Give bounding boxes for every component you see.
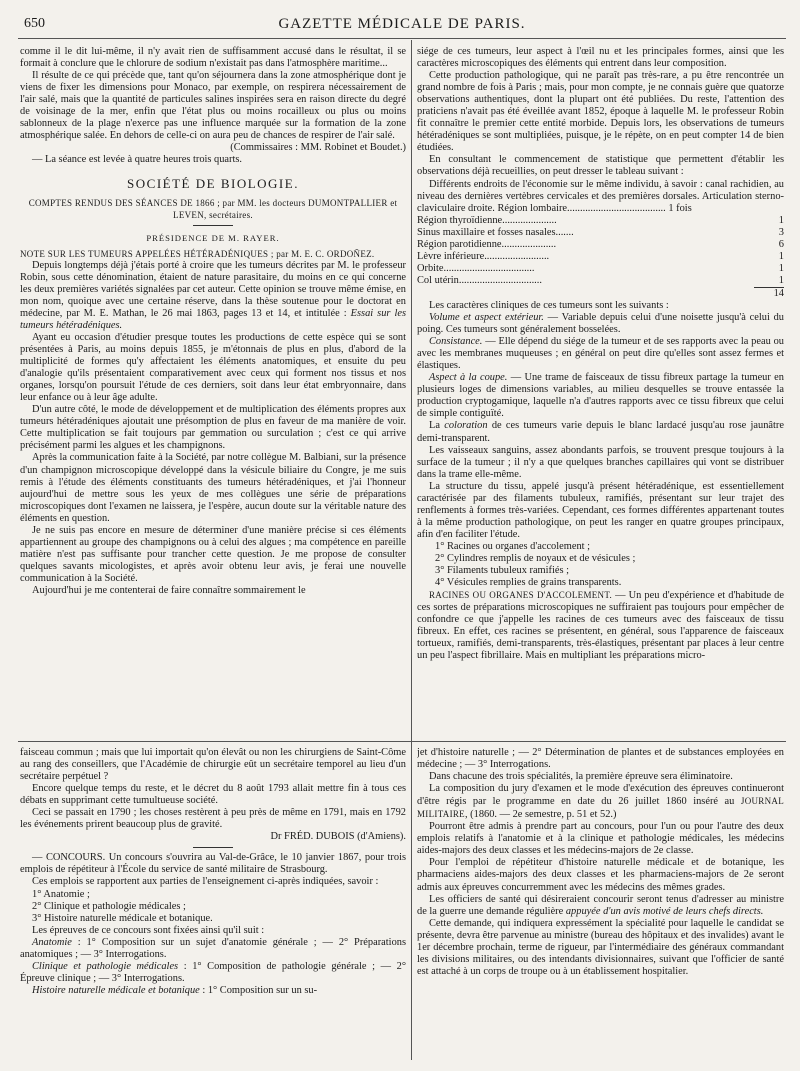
paragraph: faisceau commun ; mais que lui importait qu'on élevât ou non les chirurgiens de Saint-Côme au rang des conseillers, que l'Académie de chirurgie eût un secrétaire temporel au lieu d'un secrétaire perpétuel ?: [20, 747, 406, 783]
text: — Variable depuis celui d'une noisette jusqu'à celui du poing. Ces tumeurs sont généralement bosselées.: [417, 312, 784, 336]
statistics-label: Lèvre inférieure.........................: [417, 250, 550, 262]
count: 1 fois: [668, 202, 692, 214]
list-item: 3° Histoire naturelle médicale et botanique.: [32, 912, 213, 924]
right-column-bottom: [417, 747, 784, 1065]
term: Volume et aspect extérieur.: [429, 312, 544, 324]
paragraph: [20, 961, 406, 985]
paragraph: [417, 312, 784, 336]
list-item: 2° Cylindres remplis de noyaux et de vésicules ;: [435, 552, 636, 564]
emphasis: appuyée d'un avis motivé de leurs chefs directs.: [565, 905, 764, 917]
text: : 1° Composition de pathologie générale ; — 2° Épreuve clinique ; — 3° Interrogations.: [20, 960, 406, 984]
paragraph: [417, 783, 784, 821]
thesis-title: Essai sur les tumeurs hétéradéniques.: [20, 307, 406, 331]
divider: [193, 225, 233, 226]
term: Histoire naturelle médicale et botanique: [32, 984, 200, 996]
list-item: 1° Anatomie ;: [32, 888, 90, 900]
statistics-count: 3: [778, 226, 784, 238]
statistics-count: 1: [778, 214, 784, 226]
paragraph: [417, 589, 784, 662]
paragraph: Encore quelque temps du reste, et le décret du 8 août 1793 allait mettre fin à tous ces débats en supprimant cette tumultueuse société.: [20, 783, 406, 807]
statistics-label: Région parotidienne.....................: [417, 238, 557, 250]
statistics-row: [417, 275, 784, 287]
signature: Dr FRÉD. DUBOIS (d'Amiens).: [270, 831, 406, 843]
right-column-top: [417, 46, 784, 740]
paragraph: jet d'histoire naturelle ; — 2° Détermination de plantes et de substances employées en médecine ; — 3° Interrogations.: [417, 747, 784, 771]
page-header: [18, 14, 786, 39]
presidence: PRÉSIDENCE DE M. RAYER.: [146, 232, 280, 243]
statistics-label: Sinus maxillaire et fosses nasales.......: [417, 226, 574, 238]
column-divider: [411, 40, 412, 1060]
statistics-label: Région thyroïdienne.....................: [417, 214, 557, 226]
paragraph: Pour l'emploi de répétiteur d'histoire naturelle médicale et de botanique, les pharmaciens aides-majors des deux classes et les pharmaciens-majors de 2e seront admis aux épreuves concurremment avec les médecins des mêmes grades.: [417, 857, 784, 893]
paragraph: En consultant le commencement de statistique que permettent d'établir les observations déjà recueillies, on peut dresser le tableau suivant :: [417, 154, 784, 178]
paragraph: [417, 336, 784, 372]
comptes-rendus: COMPTES RENDUS DES SÉANCES DE 1866 ; par MM. les docteurs DUMONTPALLIER et LEVEN, secrétaires.: [28, 197, 398, 220]
paragraph: Pourront être admis à prendre part au concours, pour l'un ou pour l'autre des deux emplois relatifs à l'anatomie et à la clinique et pathologie médicales, les médecins aides-majors des deux classes et les médecins-majors de 2e classe.: [417, 821, 784, 857]
paragraph: siége de ces tumeurs, leur aspect à l'œil nu et les principales formes, ainsi que les caractères microscopiques des éléments qui entrent dans leur composition.: [417, 46, 784, 70]
paragraph: Après la communication faite à la Société, par notre collègue M. Balbiani, sur la présence d'un champignon microscopique développé dans la vésicule biliaire du Congre, je me suis remis à l'étude des éléments constituants des tumeurs hétéradéniques, et j'ai l'honneur aujourd'hui de mettre sous les yeux de mes collègues une série de préparations microscopiques dont l'examen ne laissera, je l'espère, aucun doute sur la véritable nature des éléments en question.: [20, 452, 406, 524]
paragraph: Les épreuves de ce concours sont fixées ainsi qu'il suit :: [32, 924, 265, 936]
statistics-row: [417, 215, 784, 227]
list-item: 1° Racines ou organes d'accolement ;: [435, 540, 591, 552]
paragraph: Il résulte de ce qui précède que, tant qu'on séjournera dans la zone atmosphérique dont je viens de fixer les dimensions pour Monaco, par exemple, on respirera nécessairement de l'air salé, mais que la quantité de particules salines inspirées sera en raison directe du degré de voisinage de la mer, enfin que l'état plus ou moins rocailleux ou plus ou moins sablonneux de la plage n'exerce pas une influence marquée sur la formation de la zone atmosphérique salée. En dehors de celle-ci on aura peu de chances de respirer de l'air salé.: [20, 70, 406, 142]
paragraph: Les vaisseaux sanguins, assez abondants parfois, se trouvent presque toujours à la surface de la tumeur ; il n'y a que quelques branches capillaires qui vont se distribuer dans la trame elle-même.: [417, 444, 784, 480]
term: Anatomie: [32, 936, 72, 948]
statistics-count: 6: [778, 238, 784, 250]
paragraph: [417, 372, 784, 420]
term: Consistance.: [429, 336, 483, 348]
paragraph: comme il le dit lui-même, il n'y avait rien de suffisamment accusé dans le résultat, il se formait à conclure que le chlorure de sodium n'existait pas dans l'atmosphère maritime...: [20, 46, 406, 70]
commissaires: (Commissaires : MM. Robinet et Boudet.): [230, 142, 406, 154]
paragraph: [417, 894, 784, 918]
text: : 1° Composition sur un su-: [199, 984, 318, 996]
statistics-table: [417, 215, 784, 287]
text: , (1860. — 2e semestre, p. 51 et 52.): [464, 809, 617, 821]
list-item: 4° Vésicules remplies de grains transparents.: [435, 577, 622, 589]
statistics-count: 1: [778, 262, 784, 274]
paragraph: [417, 420, 784, 444]
text: La: [429, 420, 445, 432]
note-title: NOTE SUR LES TUMEURS APPELÉES HÉTÉRADÉNIQUES ; par M. E. C. ORDOÑEZ.: [20, 248, 375, 259]
paragraph: Ayant eu occasion d'étudier presque toutes les productions de cette espèce qui se sont présentées à Paris, au moins depuis 1855, je m'étonnais de plus en plus, d'abord de la multiplicité de formes qu'y affectaient les éléments anatomiques, et ensuite du peu d'analogie qu'ils présentaient comparativement avec ceux qui forment nos tissus et nos organes, lorsqu'on poursuit l'étude de ces derniers, soit dans leur état embryonnaire, dans leur enfance ou à leur âge adulte.: [20, 331, 406, 404]
text: — Elle dépend du siége de la tumeur et de ses rapports avec la peau ou avec les membranes muqueuses ; en général on peut dire qu'elles sont assez fermes et élastiques.: [417, 336, 784, 372]
statistics-row: [417, 263, 784, 275]
journal-name: JOURNAL MILITAIRE: [417, 796, 784, 820]
paragraph: Cette demande, qui indiquera expressément la spécialité pour laquelle le candidat se présente, devra être parvenue au ministre (bureau des hôpitaux et des invalides) avant le 1er décembre prochain, terme de rigueur, par l'intermédiaire des généraux commandant les divisions militaires, ou des intendants divisionnaires, suivant que l'officier de santé est attaché à un corps de troupe ou à un établissement hospitalier.: [417, 917, 784, 977]
groups-list: [417, 541, 784, 589]
paragraph: Ceci se passait en 1790 ; les choses restèrent à peu près de même en 1791, mais en 1792 les événements prirent beaucoup plus de gravité.: [20, 807, 406, 831]
paragraph: [20, 260, 406, 332]
statistics-row: [417, 239, 784, 251]
text: — Un peu d'expérience et d'habitude de ces sortes de préparations microscopiques ne suffiraient pas toujours pour empêcher de confondre ce que j'appelle les racines de ces tumeurs avec des faisceaux de tissu fibreux. En effet, ces racines se présentent, en général, sous l'apparence de faisceaux tortueux, ramifiés, demi-transparents, très-élastiques, présentant par places à leur centre un peu l'aspect fibrillaire. Mais en multipliant les préparations micro-: [417, 590, 784, 662]
divider: [193, 847, 233, 848]
paragraph: [20, 985, 406, 997]
left-column-top: [20, 46, 406, 740]
statistics-total: 14: [754, 287, 784, 300]
term: RACINES OU ORGANES D'ACCOLEMENT.: [429, 590, 613, 601]
statistics-row: [417, 251, 784, 263]
paragraph: Ces emplois se rapportent aux parties de l'enseignement ci-après indiquées, savoir :: [32, 876, 379, 888]
statistics-label: Orbite...................................: [417, 262, 535, 274]
paragraph: D'un autre côté, le mode de développement et de multiplication des éléments propres aux tumeurs hétéradéniques ajoutait une présomption de plus en faveur de ma manière de voir. Cette multiplication se fait toujours par gemmation ou surculation ; c'est ce qui arrive précisément parmi les algues et les champignons.: [20, 404, 406, 452]
paragraph: La structure du tissu, appelé jusqu'à présent hétéradénique, est essentiellement caractérisée par des filaments tubuleux, ramifiés, présentant sur leur trajet des renflements à formes très-variées. Cependant, ces formes différentes appartenant toutes à la même production pathologique, on peut les ranger en quatre groupes principaux, afin d'en faciliter l'étude.: [417, 480, 784, 540]
statistics-label: Col utérin................................: [417, 274, 542, 286]
closing-line: — La séance est levée à quatre heures trois quarts.: [32, 154, 243, 166]
statistics-row: [417, 227, 784, 239]
list-item: 3° Filaments tubuleux ramifiés ;: [435, 565, 570, 577]
text: La composition du jury d'examen et le mode d'exécution des épreuves continueront d'être régis par le programme en date du 26 juillet 1860 inséré au: [417, 783, 784, 808]
term: Clinique et pathologie médicales: [32, 960, 179, 972]
left-column-bottom: [20, 747, 406, 1065]
statistics-count: 1: [778, 250, 784, 262]
journal-title: GAZETTE MÉDICALE DE PARIS.: [278, 16, 526, 32]
paragraph: Aujourd'hui je me contenterai de faire connaître sommairement le: [32, 584, 306, 596]
term: coloration: [444, 420, 488, 432]
paragraph: [417, 179, 784, 215]
text: Depuis longtemps déjà j'étais porté à croire que les tumeurs décrites par M. le professeur Robin, sous cette dénomination, étaient de nature parasitaire, du moins en ce qui concerne les deux premières variétés signalées par cet auteur. Cette opinion se trouve même émise, en mon nom, quoique avec une certaine réserve, dans la thèse soutenue pour le doctorat en médecine, par M. E. Mathan, le 26 mai 1863, pages 13 et 14, et intitulée :: [20, 259, 406, 319]
text: : 1° Composition sur un sujet d'anatomie générale ; — 2° Préparations anatomiques ; — 3° Interrogations.: [20, 936, 406, 960]
statistics-count: 1: [778, 274, 784, 286]
section-divider-right: [412, 741, 786, 742]
text: de ces tumeurs varie depuis le blanc lardacé jusqu'au rose jaunâtre demi-transparent.: [417, 420, 784, 444]
list-item: 2° Clinique et pathologie médicales ;: [32, 900, 186, 912]
paragraph: — CONCOURS. Un concours s'ouvrira au Val-de-Grâce, le 10 janvier 1867, pour trois emplois de répétiteur à l'École du service de santé militaire de Strasbourg.: [20, 852, 406, 876]
text: Différents endroits de l'économie sur le même individu, à savoir : canal rachidien, au niveau des dernières vertèbres cervicales et des premières dorsales. Articulation sterno-claviculaire droite. Région lombaire......................................: [417, 178, 784, 214]
term: Aspect à la coupe.: [429, 372, 508, 384]
paragraph: Dans chacune des trois spécialités, la première épreuve sera éliminatoire.: [429, 771, 733, 783]
text: — Une trame de faisceaux de tissu fibreux partage la tumeur en plusieurs loges de dimensions variables, au milieu desquelles se trouve entassée la production cryptogamique, laquelle n'a d'autres rapports avec ce tissu fibreux que celui de simple contiguïté.: [417, 372, 784, 420]
paragraph: Cette production pathologique, qui ne paraît pas très-rare, a pu être rencontrée un grand nombre de fois à Paris ; mais, pour mon compte, je ne connais guère que quatorze observations authentiques, dont la plupart ont été publiées. Du reste, l'attention des praticiens n'avait pas été éveillée avant 1852, époque à laquelle M. le professeur Robin fit connaître le premier cette entité morbide. Depuis lors, les observations de tumeurs hétéradéniques se sont multipliées, puisque, je le répète, on en peut compter 14 de bien étudiées.: [417, 70, 784, 154]
paragraph: [20, 937, 406, 961]
text: Les officiers de santé qui désireraient concourir seront tenus d'adresser au ministre de la guerre une demande régulière: [417, 893, 784, 917]
section-divider-left: [18, 741, 411, 742]
page-number: 650: [24, 16, 45, 31]
paragraph: Je ne suis pas encore en mesure de déterminer d'une manière précise si ces éléments appartiennent au groupe des champignons ou à celui des algues ; ma compétence en pareille matière n'est pas suffisante pour trancher cette question. Je me propose de consulter quelques savants micologistes, et après avoir obtenu leur avis, je ferai une nouvelle communication à la Société.: [20, 524, 406, 584]
society-heading: SOCIÉTÉ DE BIOLOGIE.: [127, 176, 299, 192]
paragraph: Les caractères cliniques de ces tumeurs sont les suivants :: [429, 299, 669, 311]
